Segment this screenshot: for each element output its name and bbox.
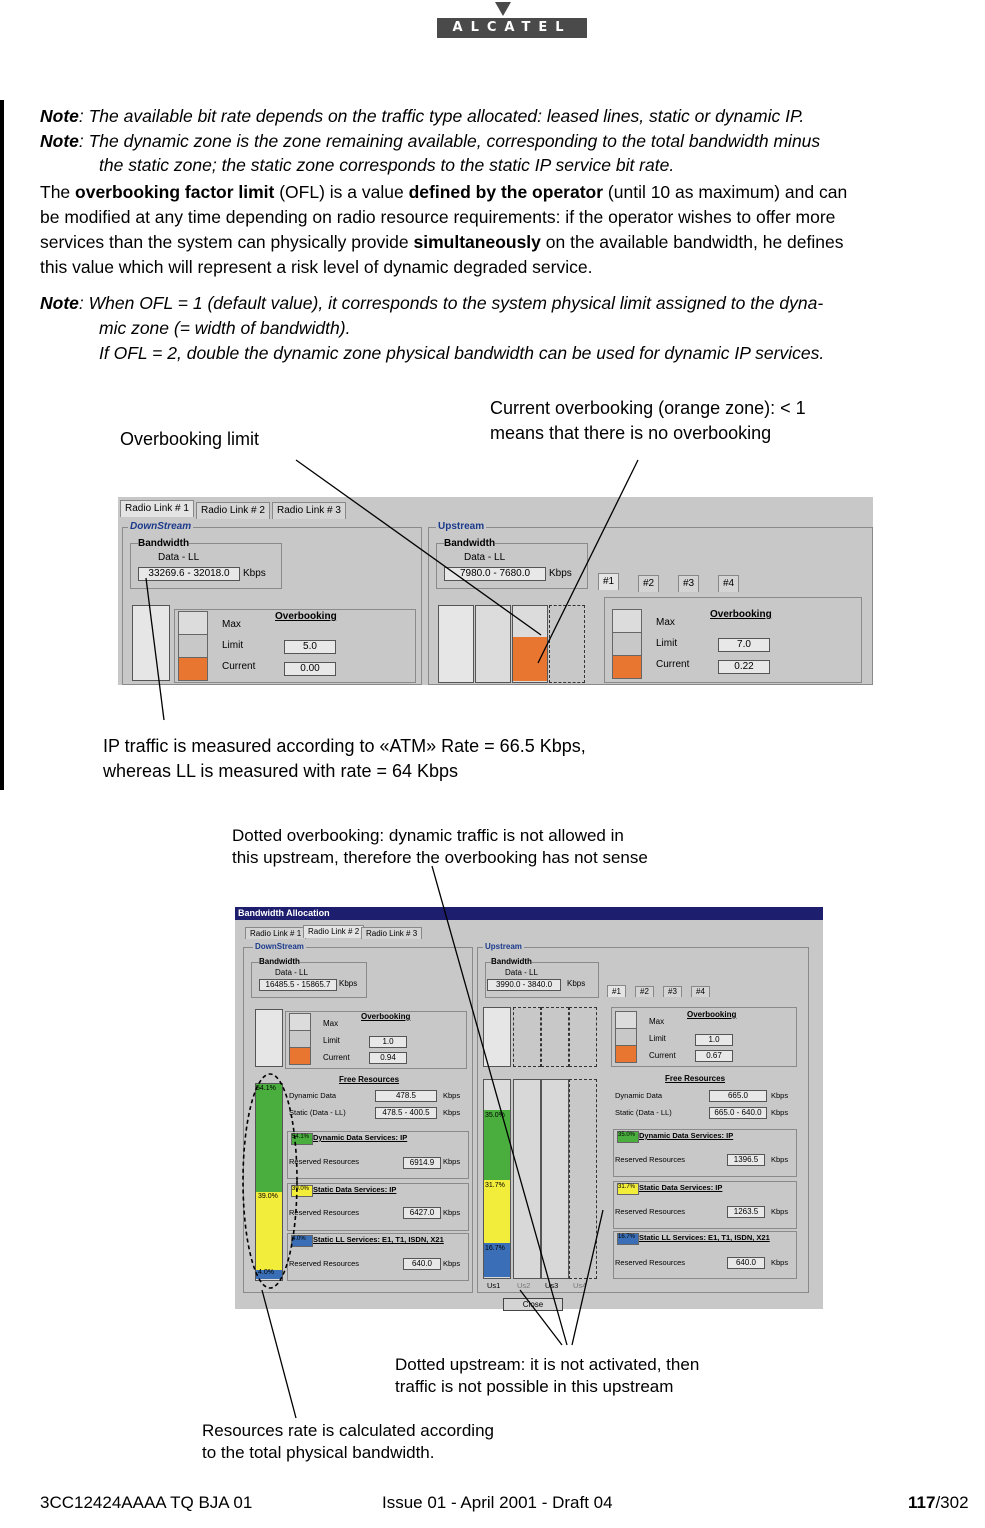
us2-dyn-swatch: 35.0% [617, 1131, 639, 1143]
resources-ellipse [243, 1074, 297, 1288]
leader-ip-traffic [146, 578, 164, 720]
ds2-static-services: Static Data Services: IP [313, 1185, 397, 1194]
ds2-bandwidth-label: Bandwidth [259, 957, 300, 966]
ds-limit-label: Limit [222, 640, 244, 651]
us2-limit: Limit [649, 1034, 666, 1043]
us-current-value: 0.22 [718, 660, 770, 674]
us2-dyn-reserved: Reserved Resources [615, 1155, 686, 1164]
us2-tab-4[interactable]: #4 [691, 986, 710, 997]
us-tab-3[interactable]: #3 [678, 575, 699, 592]
us-bandwidth-value: 7980.0 - 7680.0 [444, 567, 546, 581]
us-current-label: Current [656, 659, 690, 670]
us2-dyn-value: 665.0 [709, 1090, 767, 1102]
ds2-ll-reserved-value: 640.0 [403, 1258, 441, 1270]
us2-label-us1: Us1 [487, 1281, 501, 1290]
ds2-ll-swatch: 4.0% [291, 1235, 313, 1247]
upstream-title: Upstream [438, 521, 485, 532]
callout-ip-2: whereas LL is measured with rate = 64 Kbps [103, 761, 459, 781]
ds2-kbps: Kbps [339, 979, 358, 988]
footer-doc-ref: 3CC12424AAAA TQ BJA 01 [40, 1493, 253, 1512]
us-max-label: Max [656, 617, 675, 628]
us2-pct-mid: 31.7% [485, 1182, 505, 1189]
note-1: Note: The available bit rate depends on the traffic type allocated: leased lines, static or dynamic IP. [40, 106, 805, 126]
callout-dotted-upstream-2: traffic is not possible in this upstream [395, 1377, 674, 1396]
us-limit-value[interactable]: 7.0 [718, 638, 770, 652]
ds2-ll-res-kbps: Kbps [443, 1259, 461, 1268]
ds2-title: DownStream [255, 942, 304, 951]
callout-overbooking-limit: Overbooking limit [120, 429, 260, 449]
ds2-dyn-value: 478.5 [375, 1090, 437, 1102]
ds2-dyn-swatch: 54.1% [291, 1133, 313, 1145]
us-bandwidth-label: Bandwidth [444, 538, 496, 549]
us-tab-4[interactable]: #4 [718, 575, 739, 592]
us2-ll-res-kbps: Kbps [771, 1258, 789, 1267]
ds2-dyn-reserved-value: 6914.9 [403, 1157, 441, 1169]
us-limit-label: Limit [656, 638, 678, 649]
callout-dotted-overbooking-1: Dotted overbooking: dynamic traffic is not allowed in [232, 826, 624, 845]
window-title-bar: Bandwidth Allocation [235, 907, 823, 920]
ds2-ll-reserved: Reserved Resources [289, 1259, 360, 1268]
us2-dyn-reserved-value: 1396.5 [727, 1154, 765, 1166]
us2-tab-3[interactable]: #3 [663, 986, 682, 997]
us2-label-us3: Us3 [545, 1281, 559, 1290]
us2-ll-reserved: Reserved Resources [615, 1258, 686, 1267]
ds2-bandwidth-value: 16485.5 - 15865.7 [259, 979, 337, 991]
paragraph-ofl-l2: be modified at any time depending on radio resource requirements: if the operator wishes to offer more [40, 207, 836, 227]
ds-bandwidth-label: Bandwidth [138, 538, 190, 549]
leader-dotted-upstream-2 [520, 1290, 562, 1345]
paragraph-ofl: The overbooking factor limit (OFL) is a value defined by the operator (until 10 as maximum) and can [40, 182, 848, 202]
footer-issue: Issue 01 - April 2001 - Draft 04 [382, 1493, 613, 1512]
ds2-dyn-res-kbps: Kbps [443, 1157, 461, 1166]
us2-current: Current [649, 1051, 676, 1060]
footer-page: 117/302 [908, 1493, 969, 1512]
ds2-dyn-kbps: Kbps [443, 1091, 461, 1100]
us-tab-2[interactable]: #2 [638, 575, 659, 592]
us2-dyn-services: Dynamic Data Services: IP [639, 1131, 734, 1140]
ds2-static-reserved: Reserved Resources [289, 1208, 360, 1217]
ds2-limit: Limit [323, 1036, 340, 1045]
us2-label-us2: Us2 [517, 1281, 531, 1290]
ds2-limit-value[interactable]: 1.0 [369, 1036, 407, 1048]
tab2-radio-link-3[interactable]: Radio Link # 3 [361, 927, 422, 939]
ds2-dyn-reserved: Reserved Resources [289, 1157, 360, 1166]
ds2-free-resources: Free Resources [339, 1075, 400, 1084]
us2-dynamic-data: Dynamic Data [615, 1091, 663, 1100]
us2-dyn-res-kbps: Kbps [771, 1155, 789, 1164]
us2-static-kbps: Kbps [771, 1108, 789, 1117]
tab-radio-link-1[interactable]: Radio Link # 1 [120, 500, 194, 517]
ds-kbps: Kbps [243, 568, 266, 579]
us2-static-swatch: 31.7% [617, 1183, 639, 1195]
note-3-cont-1: mic zone (= width of bandwidth). [99, 318, 351, 338]
callout-dotted-overbooking-2: this upstream, therefore the overbooking has not sense [232, 848, 648, 867]
us2-dyn-kbps: Kbps [771, 1091, 789, 1100]
note-2-cont: the static zone; the static zone corresponds to the static IP service bit rate. [99, 155, 675, 175]
us2-tab-1[interactable]: #1 [607, 985, 626, 997]
callout-current-1: Current overbooking (orange zone): < 1 [490, 398, 806, 418]
ds2-dyn-services: Dynamic Data Services: IP [313, 1133, 408, 1142]
tab-radio-link-3[interactable]: Radio Link # 3 [272, 502, 346, 519]
us2-free-resources: Free Resources [665, 1074, 726, 1083]
ds-bandwidth-value: 33269.6 - 32018.0 [138, 567, 240, 581]
leader-dotted-overbooking [432, 866, 567, 1345]
us-tab-1[interactable]: #1 [598, 573, 619, 590]
note-3: Note: When OFL = 1 (default value), it corresponds to the system physical limit assigned to the dyna- [40, 293, 824, 313]
ds2-dynamic-data: Dynamic Data [289, 1091, 337, 1100]
leader-dotted-upstream-1 [572, 1210, 603, 1345]
ds2-current: Current [323, 1053, 350, 1062]
paragraph-ofl-l4: this value which will represent a risk level of dynamic degraded service. [40, 257, 593, 277]
close-button[interactable]: Close [503, 1298, 563, 1311]
us2-overbooking-title: Overbooking [687, 1010, 737, 1019]
ds2-max: Max [323, 1019, 339, 1028]
us2-pct-top: 35.0% [485, 1112, 505, 1119]
tab2-radio-link-1[interactable]: Radio Link # 1 [245, 927, 306, 939]
ds2-current-value: 0.94 [369, 1052, 407, 1064]
us2-kbps: Kbps [567, 979, 586, 988]
us2-label-us4: Us4 [573, 1281, 587, 1290]
alcatel-logo: ALCATEL [437, 18, 587, 38]
note-2: Note: The dynamic zone is the zone remaining available, corresponding to the total bandwidth minus [40, 131, 821, 151]
us2-max: Max [649, 1017, 665, 1026]
leader-overbooking-limit [296, 460, 541, 635]
us2-title: Upstream [485, 942, 522, 951]
us2-ll-services: Static LL Services: E1, T1, ISDN, X21 [639, 1233, 770, 1242]
leader-resources [262, 1290, 296, 1418]
us2-static-res-kbps: Kbps [771, 1207, 789, 1216]
ds-overbooking-title: Overbooking [275, 611, 337, 622]
callout-current-2: means that there is no overbooking [490, 423, 772, 443]
paragraph-ofl-l3: services than the system can physically provide simultaneously on the available bandwidth, he defines [40, 232, 844, 252]
tab-radio-link-2[interactable]: Radio Link # 2 [196, 502, 270, 519]
note-3-cont-2: If OFL = 2, double the dynamic zone physical bandwidth can be used for dynamic IP services. [99, 343, 825, 363]
ds-limit-value[interactable]: 5.0 [284, 640, 336, 654]
ds2-static-kbps: Kbps [443, 1108, 461, 1117]
ds2-static-swatch: 39.0% [291, 1185, 313, 1197]
ds2-static-reserved-value: 6427.0 [403, 1207, 441, 1219]
callout-resources-1: Resources rate is calculated according [202, 1421, 494, 1440]
ds2-pct-top: 54.1% [256, 1085, 276, 1092]
us2-static-reserved-value: 1263.5 [727, 1206, 765, 1218]
ds-max-label: Max [222, 619, 241, 630]
callout-resources-2: to the total physical bandwidth. [202, 1443, 435, 1462]
ds2-pct-bot: 4.0% [258, 1269, 274, 1276]
ds2-pct-mid: 39.0% [258, 1193, 278, 1200]
downstream-title: DownStream [130, 521, 192, 532]
ds-current-value: 0.00 [284, 662, 336, 676]
us2-static-services: Static Data Services: IP [639, 1183, 723, 1192]
us-data-ll-label: Data - LL [464, 552, 506, 563]
callout-ip-1: IP traffic is measured according to «ATM» Rate = 66.5 Kbps, [103, 736, 586, 756]
us2-static-value: 665.0 - 640.0 [709, 1107, 767, 1119]
us2-limit-value[interactable]: 1.0 [695, 1034, 733, 1046]
us2-bandwidth-value: 3990.0 - 3840.0 [487, 979, 561, 991]
us2-static-reserved: Reserved Resources [615, 1207, 686, 1216]
ds2-static-ll: Static (Data - LL) [289, 1108, 346, 1117]
us2-bandwidth-label: Bandwidth [491, 957, 532, 966]
ds-current-label: Current [222, 661, 256, 672]
us2-tab-2[interactable]: #2 [635, 986, 654, 997]
us2-ll-swatch: 16.7% [617, 1233, 639, 1245]
ds2-static-value: 478.5 - 400.5 [375, 1107, 437, 1119]
leader-current-overbooking [538, 460, 638, 663]
ds2-ll-services: Static LL Services: E1, T1, ISDN, X21 [313, 1235, 444, 1244]
callout-dotted-upstream-1: Dotted upstream: it is not activated, then [395, 1355, 700, 1374]
ds-data-ll-label: Data - LL [158, 552, 200, 563]
ds2-static-res-kbps: Kbps [443, 1208, 461, 1217]
ds2-overbooking-title: Overbooking [361, 1012, 411, 1021]
us2-static-ll: Static (Data - LL) [615, 1108, 672, 1117]
tab2-radio-link-2[interactable]: Radio Link # 2 [303, 925, 364, 938]
ds2-data-ll: Data - LL [275, 968, 308, 977]
us-overbooking-title: Overbooking [710, 609, 772, 620]
us2-data-ll: Data - LL [505, 968, 538, 977]
us2-current-value: 0.67 [695, 1050, 733, 1062]
us2-pct-bot: 16.7% [485, 1245, 505, 1252]
us-kbps: Kbps [549, 568, 572, 579]
us2-ll-reserved-value: 640.0 [727, 1257, 765, 1269]
